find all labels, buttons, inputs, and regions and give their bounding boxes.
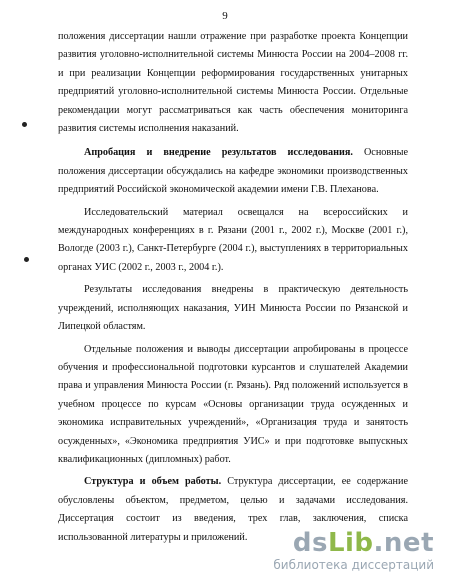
paragraph-conferences: Исследовательский материал освещался на всероссийских и международных конференциях в г. Рязани (2001 г., 2002 г.), Москве (2001 г.), Вологде (2003 г.), Санкт-Петербурге (2004 г.), выступлениях в территориальных органах УИС (2002 г., 2003 г., 2004 г.).	[58, 206, 408, 273]
heading-structure: Структура и объем работы.	[84, 476, 222, 488]
page-number: 9	[222, 10, 228, 22]
watermark-logo-net: .net	[373, 528, 434, 558]
structure-text: Структура диссертации, ее содержание обусловлены объектом, предметом, целью и задачами исследования. Диссертация состоит из введения, трех глав, заключения, списка использованной литературы и приложений.	[58, 476, 408, 543]
watermark	[273, 530, 434, 572]
watermark-logo-lib: Lib	[327, 528, 374, 558]
paragraph-education: Отдельные положения и выводы диссертации апробированы в процессе обучения и профессиональной подготовки курсантов и слушателей Академии права и управления Минюста России (г. Рязань). Ряд положений используется в учебном процессе по курсам «Основы организации труда осужденных и экономика исправительных учреждений», «Организация труда и занятость осужденных», «Экономика предприятия УИС» и при подготовке выпускных квалификационных (дипломных) работ.	[58, 343, 408, 465]
approbation-text: Основные положения диссертации обсуждались на кафедре экономики производственных предприятий Российской экономической академии имени Г.В. Плеханова.	[58, 147, 408, 196]
paragraph-implementation: Результаты исследования внедрены в практическую деятельность учреждений, исполняющих наказания, УИН Минюста России по Рязанской и Липецкой областям.	[58, 284, 408, 333]
watermark-logo	[273, 530, 434, 556]
heading-approbation: Апробация и внедрение результатов исследования.	[84, 147, 353, 159]
watermark-logo-ds: ds	[292, 528, 328, 558]
margin-dot-top	[22, 122, 27, 127]
paragraph-approbation	[58, 144, 408, 199]
paragraph-1: положения диссертации нашли отражение при разработке проекта Концепции развития уголовно-исполнительной системы Минюста России на 2004–2008 гг. и при реализации Концепции реформирования государственных унитарных предприятий уголовно-исполнительной системы Минюста России. Отдельные рекомендации могут рассматриваться как часть обеспечения мониторинга развития системы исполнения наказаний.	[58, 31, 408, 135]
margin-dot-bottom	[24, 257, 29, 262]
document-body	[58, 28, 408, 551]
watermark-tagline: библиотека диссертаций	[273, 558, 434, 572]
